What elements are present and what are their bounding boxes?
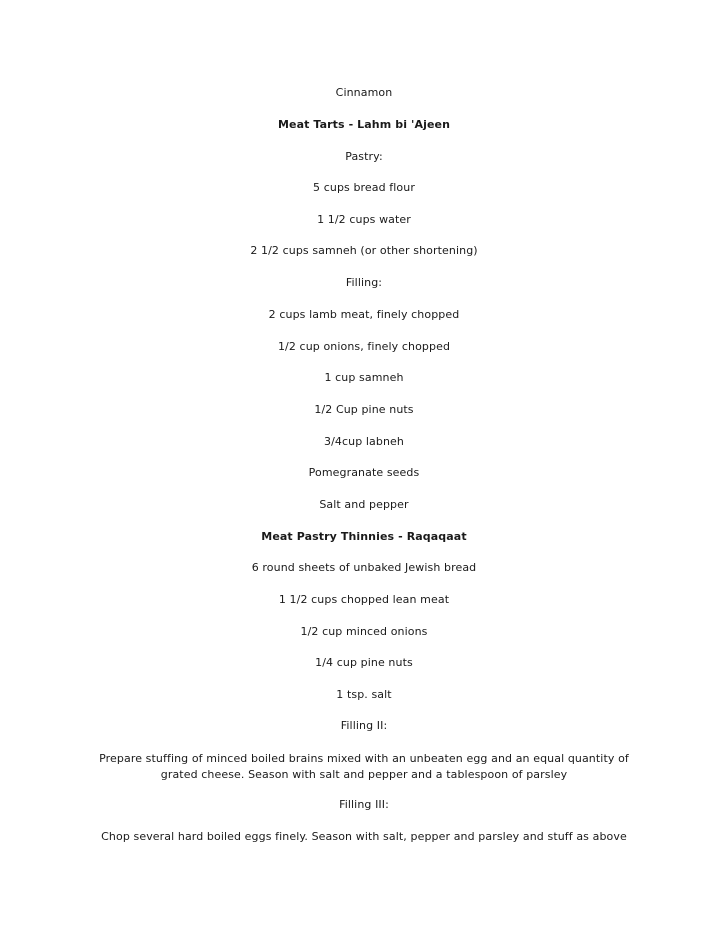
instruction-paragraph: Chop several hard boiled eggs finely. Season with salt, pepper and parsley and stuff as above <box>101 830 627 843</box>
ingredient-line: 5 cups bread flour <box>313 181 415 194</box>
ingredient-line: 2 cups lamb meat, finely chopped <box>268 308 460 321</box>
recipe-title: Meat Tarts - Lahm bi 'Ajeen <box>277 118 450 131</box>
ingredient-line: Cinnamon <box>335 86 393 99</box>
section-heading: Filling III: <box>339 798 389 811</box>
ingredient-line: 1 1/2 cups chopped lean meat <box>278 593 450 606</box>
section-heading: Filling II: <box>340 719 388 732</box>
ingredient-line: Salt and pepper <box>319 498 409 511</box>
ingredient-line: 1 1/2 cups water <box>317 213 411 226</box>
section-heading: Filling: <box>345 276 383 289</box>
ingredient-line: 1 cup samneh <box>324 371 404 384</box>
ingredient-line: 6 round sheets of unbaked Jewish bread <box>251 561 477 574</box>
section-heading: Pastry: <box>345 150 383 163</box>
recipe-title: Meat Pastry Thinnies - Raqaqaat <box>261 530 467 543</box>
instruction-paragraph: Prepare stuffing of minced boiled brains mixed with an unbeaten egg and an equal quantity of grated cheese. Season with salt and pepper and a tablespoon of parsley <box>99 752 629 781</box>
ingredient-line: 1/2 Cup pine nuts <box>314 403 414 416</box>
ingredient-line: 1/2 cup onions, finely chopped <box>277 340 451 353</box>
ingredient-line: 1/2 cup minced onions <box>300 625 428 638</box>
ingredient-line: 3/4cup labneh <box>324 435 404 448</box>
ingredient-line: 1/4 cup pine nuts <box>315 656 413 669</box>
ingredient-line: 2 1/2 cups samneh (or other shortening) <box>250 244 478 257</box>
ingredient-line: 1 tsp. salt <box>336 688 392 701</box>
ingredient-line: Pomegranate seeds <box>308 466 420 479</box>
